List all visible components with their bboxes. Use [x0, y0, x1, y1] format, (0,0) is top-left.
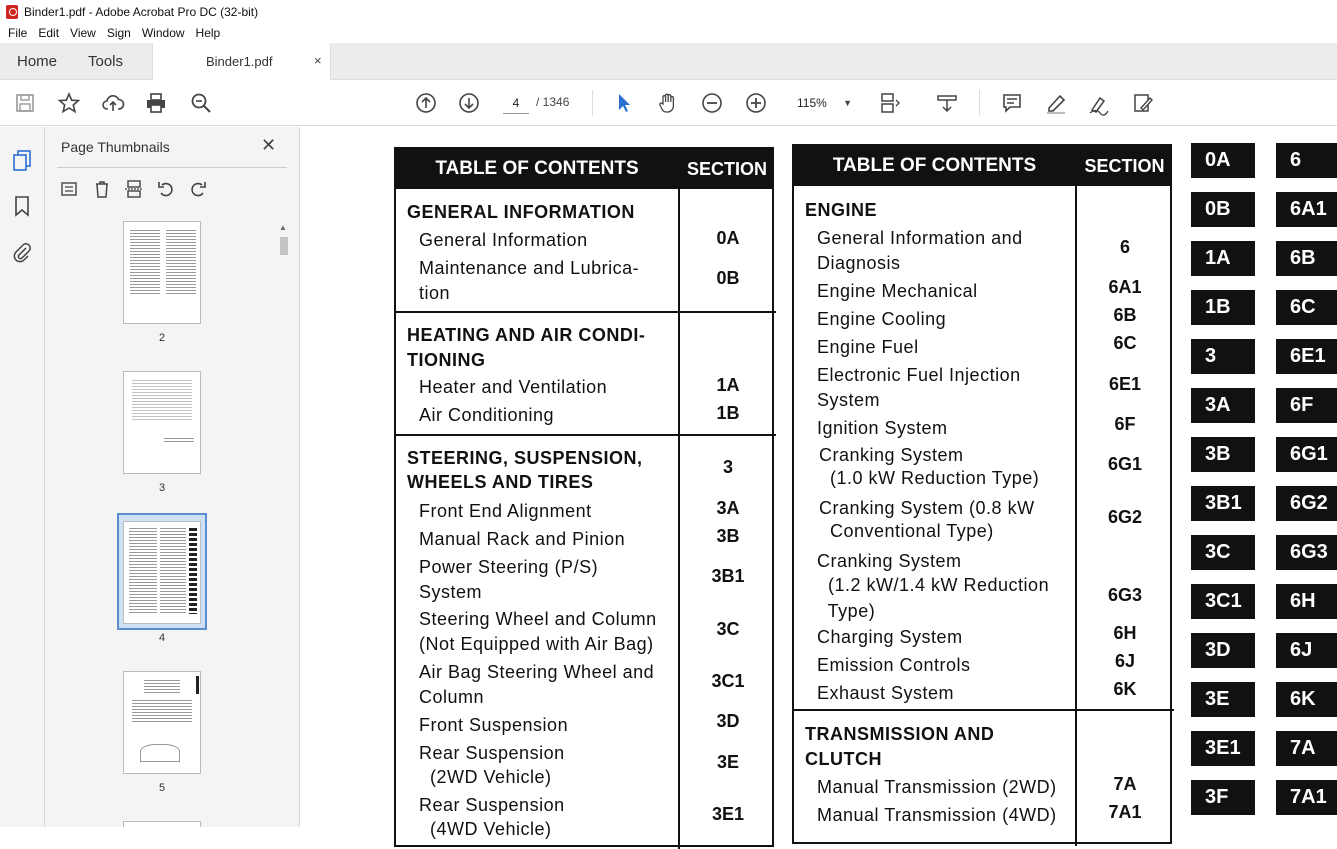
toc-entry-continued[interactable]: (4WD Vehicle) [419, 819, 552, 839]
section-tab[interactable]: 3C [1191, 535, 1255, 570]
menu-window[interactable]: Window [141, 26, 185, 40]
toc-section-code: 7A1 [1108, 802, 1142, 822]
toc-section-code: 6E1 [1108, 374, 1142, 394]
toc-entry[interactable]: Rear Suspension [419, 795, 565, 815]
toc-entry[interactable]: Rear Suspension [419, 743, 565, 763]
toc-section-code: 3E1 [711, 804, 745, 824]
toc-section-code: 1B [716, 403, 740, 423]
thumbnail-label: 2 [158, 332, 166, 344]
thumbnail-text [164, 438, 194, 444]
section-tab[interactable]: 0B [1191, 192, 1255, 227]
toc-group-heading: GENERAL INFORMATION [407, 202, 635, 222]
toc-entry[interactable]: Emission Controls [817, 655, 971, 675]
toc-entry-continued[interactable]: (1.2 kW/1.4 kW Reduction [817, 575, 1050, 595]
thumbnail-image [123, 671, 201, 774]
toc-group-heading: TIONING [407, 350, 486, 370]
toc-group-heading: TRANSMISSION AND [805, 724, 995, 744]
section-tab[interactable]: 3D [1191, 633, 1255, 668]
section-tab[interactable]: 3C1 [1191, 584, 1255, 619]
section-tab[interactable]: 3E [1191, 682, 1255, 717]
toc-section-code: 3B [716, 526, 740, 546]
zoom-level-dropdown[interactable] [788, 92, 854, 114]
toc-section-code: 3A [716, 498, 740, 518]
toc-entry[interactable]: Steering Wheel and Column [419, 609, 657, 629]
panel-title: Page Thumbnails [61, 139, 170, 155]
section-tab[interactable]: 6A1 [1276, 192, 1337, 227]
toc-entry-continued[interactable]: Type) [817, 601, 876, 621]
sign-pen-icon[interactable] [1087, 91, 1111, 115]
section-tab[interactable]: 3A [1191, 388, 1255, 423]
toc-section-code: 1A [716, 375, 740, 395]
toc-entry[interactable]: Engine Fuel [817, 337, 919, 357]
toolbar-divider [592, 90, 593, 116]
toc-section-code: 6 [1119, 237, 1130, 257]
toc-section-code: 6G2 [1107, 507, 1143, 527]
section-tab[interactable]: 6 [1276, 143, 1337, 178]
menu-view[interactable]: View [70, 26, 96, 40]
toc-entry-continued[interactable]: System [817, 390, 881, 410]
menu-bar [0, 23, 1337, 43]
page-thumbnails-panel [45, 127, 300, 827]
rotate-counterclockwise-icon[interactable] [155, 178, 177, 200]
toc-header-title: TABLE OF CONTENTS [794, 146, 1075, 186]
menu-edit[interactable]: Edit [38, 26, 60, 40]
toc-entry[interactable]: Manual Transmission (4WD) [817, 805, 1057, 825]
save-icon[interactable] [13, 91, 37, 115]
toc-section-code: 3B1 [711, 566, 745, 586]
toc-entry[interactable]: Exhaust System [817, 683, 955, 703]
tab-close-icon[interactable]: × [314, 53, 322, 68]
toolbar-divider [979, 90, 980, 116]
toc-section-code: 3C1 [711, 671, 745, 691]
thumbnail-text [144, 680, 180, 694]
section-tab[interactable]: 6G2 [1276, 486, 1337, 521]
toc-entry[interactable]: Cranking System [817, 551, 962, 571]
chevron-down-icon: ▼ [843, 98, 852, 108]
toc-entry[interactable]: Electronic Fuel Injection [817, 365, 1021, 385]
section-tab[interactable]: 6B [1276, 241, 1337, 276]
toc-entry-continued[interactable]: (1.0 kW Reduction Type) [819, 468, 1040, 488]
thumbnail-text [129, 528, 157, 614]
toc-row-divider [396, 434, 776, 436]
section-tab[interactable]: 6G3 [1276, 535, 1337, 570]
toc-section-code: 6A1 [1108, 277, 1142, 297]
toc-entry[interactable]: Cranking System [819, 445, 964, 465]
thumbnail-text [166, 230, 196, 296]
toc-section-code: 3E [716, 752, 740, 772]
toc-section-code: 6J [1114, 651, 1136, 671]
thumbnail-text [160, 528, 186, 614]
thumbnail-image [123, 371, 201, 474]
toc-group-heading: CLUTCH [805, 749, 882, 769]
select-cursor-icon[interactable] [612, 91, 636, 115]
toc-header-section: SECTION [1077, 146, 1172, 186]
thumbnail-label: 3 [158, 482, 166, 494]
toc-entry[interactable]: Front Suspension [419, 715, 569, 735]
toc-group-heading: STEERING, SUSPENSION, [407, 448, 643, 468]
next-page-icon[interactable] [457, 91, 481, 115]
hand-tool-icon[interactable] [656, 91, 680, 115]
toc-row-divider [794, 709, 1174, 711]
toc-table-left [394, 147, 774, 847]
toc-entry-continued[interactable]: tion [419, 283, 451, 303]
section-tab[interactable]: 6G1 [1276, 437, 1337, 472]
toc-entry-continued[interactable]: Diagnosis [817, 253, 901, 273]
section-tab[interactable]: 3 [1191, 339, 1255, 374]
thumbnail-page[interactable] [123, 671, 201, 796]
thumbnail-page[interactable] [123, 371, 201, 496]
section-tab[interactable]: 6H [1276, 584, 1337, 619]
scrollbar-thumb[interactable] [280, 237, 288, 255]
print-icon[interactable] [144, 91, 168, 115]
comment-icon[interactable] [1000, 91, 1024, 115]
edit-pdf-icon[interactable] [1131, 91, 1155, 115]
window-title: Binder1.pdf - Adobe Acrobat Pro DC (32-bit) [24, 4, 259, 19]
thumbnail-page-selected[interactable] [123, 521, 201, 646]
tab-document-label: Binder1.pdf [206, 54, 273, 69]
menu-sign[interactable]: Sign [106, 26, 131, 40]
section-tab[interactable]: 6K [1276, 682, 1337, 717]
scrolling-mode-icon[interactable] [935, 91, 959, 115]
toc-entry-continued[interactable]: Conventional Type) [819, 521, 994, 541]
previous-page-icon[interactable] [414, 91, 438, 115]
title-bar [0, 0, 1337, 23]
thumbnail-image [123, 221, 201, 324]
page-total: / 1346 [536, 95, 570, 109]
toc-entry[interactable]: Engine Cooling [817, 309, 947, 329]
page-fit-icon[interactable] [878, 91, 902, 115]
section-tab[interactable]: 1B [1191, 290, 1255, 325]
toc-entry-continued[interactable]: System [419, 582, 483, 602]
toc-entry[interactable]: Maintenance and Lubrica- [419, 258, 640, 278]
navigation-strip [0, 127, 45, 827]
toc-section-code: 0A [716, 228, 740, 248]
document-viewer[interactable] [300, 127, 1337, 839]
tab-bar [0, 43, 1337, 80]
section-tab[interactable]: 0A [1191, 143, 1255, 178]
toc-section-code: 3 [722, 457, 733, 477]
bookmarks-icon[interactable] [11, 195, 33, 217]
section-tab[interactable]: 7A [1276, 731, 1337, 766]
panel-divider [57, 167, 287, 168]
thumbnail-tabs [189, 528, 197, 614]
toc-section-code: 0B [716, 268, 740, 288]
toc-entry[interactable]: General Information [419, 230, 588, 250]
toc-entry[interactable]: Heater and Ventilation [419, 377, 608, 397]
thumbnail-page[interactable] [123, 221, 201, 346]
section-tab[interactable]: 6F [1276, 388, 1337, 423]
toc-group-heading: WHEELS AND TIRES [407, 472, 594, 492]
section-tab[interactable]: 1A [1191, 241, 1255, 276]
section-tab[interactable]: 6E1 [1276, 339, 1337, 374]
section-tab[interactable]: 3B [1191, 437, 1255, 472]
toc-entry-continued[interactable]: (Not Equipped with Air Bag) [419, 634, 654, 654]
scroll-up-icon[interactable]: ▲ [279, 223, 287, 232]
panel-close-icon[interactable]: ✕ [261, 135, 277, 155]
page-thumbnails-icon[interactable] [11, 149, 33, 171]
thumbnail-options-icon[interactable] [59, 178, 81, 200]
thumbnail-text [132, 380, 192, 420]
toc-entry[interactable]: Cranking System (0.8 kW [819, 498, 1035, 518]
thumbnail-label: 4 [158, 632, 166, 644]
toc-section-code: 3C [716, 619, 740, 639]
thumbnail-page-partial[interactable] [123, 821, 201, 827]
toc-entry[interactable]: General Information and [817, 228, 1023, 248]
rotate-clockwise-icon[interactable] [187, 178, 209, 200]
toc-entry-continued[interactable]: (2WD Vehicle) [419, 767, 552, 787]
toc-entry[interactable]: Ignition System [817, 418, 948, 438]
toc-section-code: 7A [1113, 774, 1137, 794]
toc-section-code: 3D [716, 711, 740, 731]
zoom-search-icon[interactable] [189, 91, 213, 115]
upload-cloud-icon[interactable] [101, 91, 125, 115]
attachment-paperclip-icon[interactable] [11, 241, 33, 263]
menu-help[interactable]: Help [195, 26, 221, 40]
toc-row-divider [396, 311, 776, 313]
zoom-out-icon[interactable] [700, 91, 724, 115]
toc-group-heading: HEATING AND AIR CONDI- [407, 325, 646, 345]
zoom-level-value: 115% [797, 96, 827, 110]
toc-section-code: 6G3 [1107, 585, 1143, 605]
delete-page-icon[interactable] [91, 178, 113, 200]
page-number-input[interactable]: 4 [503, 92, 529, 114]
toc-section-code: 6F [1114, 414, 1136, 434]
tab-home[interactable]: Home [17, 53, 58, 70]
section-tab[interactable]: 6J [1276, 633, 1337, 668]
toc-entry[interactable]: Manual Transmission (2WD) [817, 777, 1057, 797]
toc-section-code: 6B [1113, 305, 1137, 325]
thumbnail-text [130, 230, 160, 296]
section-tab[interactable]: 3F [1191, 780, 1255, 815]
zoom-in-icon[interactable] [744, 91, 768, 115]
toc-header-section: SECTION [680, 149, 774, 189]
section-tab[interactable]: 3E1 [1191, 731, 1255, 766]
toc-entry[interactable]: Manual Rack and Pinion [419, 529, 626, 549]
thumbnail-toolbar [59, 177, 209, 201]
thumbnail-scrollbar[interactable] [278, 221, 290, 827]
toc-group-heading: ENGINE [805, 200, 878, 220]
section-tab[interactable]: 3B1 [1191, 486, 1255, 521]
toc-section-code: 6H [1113, 623, 1137, 643]
thumbnail-figure [140, 744, 180, 762]
toc-section-code: 6G1 [1107, 454, 1143, 474]
thumbnail-tabs [196, 676, 199, 694]
acrobat-logo-icon [6, 5, 18, 19]
thumbnail-text [132, 700, 192, 724]
toc-entry[interactable]: Front End Alignment [419, 501, 592, 521]
thumbnail-label: 5 [158, 782, 166, 794]
menu-file[interactable]: File [8, 26, 28, 40]
extract-page-icon[interactable] [123, 178, 145, 200]
toc-entry[interactable]: Charging System [817, 627, 963, 647]
toc-entry-continued[interactable]: Column [419, 687, 485, 707]
section-tab[interactable]: 6C [1276, 290, 1337, 325]
highlight-pen-icon[interactable] [1044, 91, 1068, 115]
toc-header-title: TABLE OF CONTENTS [396, 149, 678, 189]
section-tab[interactable]: 7A1 [1276, 780, 1337, 815]
toc-table-right [792, 144, 1172, 844]
toc-section-code: 6C [1113, 333, 1137, 353]
toc-entry[interactable]: Engine Mechanical [817, 281, 978, 301]
toc-entry[interactable]: Air Conditioning [419, 405, 555, 425]
toc-entry[interactable]: Power Steering (P/S) [419, 557, 599, 577]
thumbnail-image [123, 521, 201, 624]
toc-section-code: 6K [1113, 679, 1137, 699]
tab-tools[interactable]: Tools [88, 53, 124, 70]
toc-entry[interactable]: Air Bag Steering Wheel and [419, 662, 655, 682]
tab-document[interactable] [152, 43, 331, 80]
bookmark-star-icon[interactable] [57, 91, 81, 115]
